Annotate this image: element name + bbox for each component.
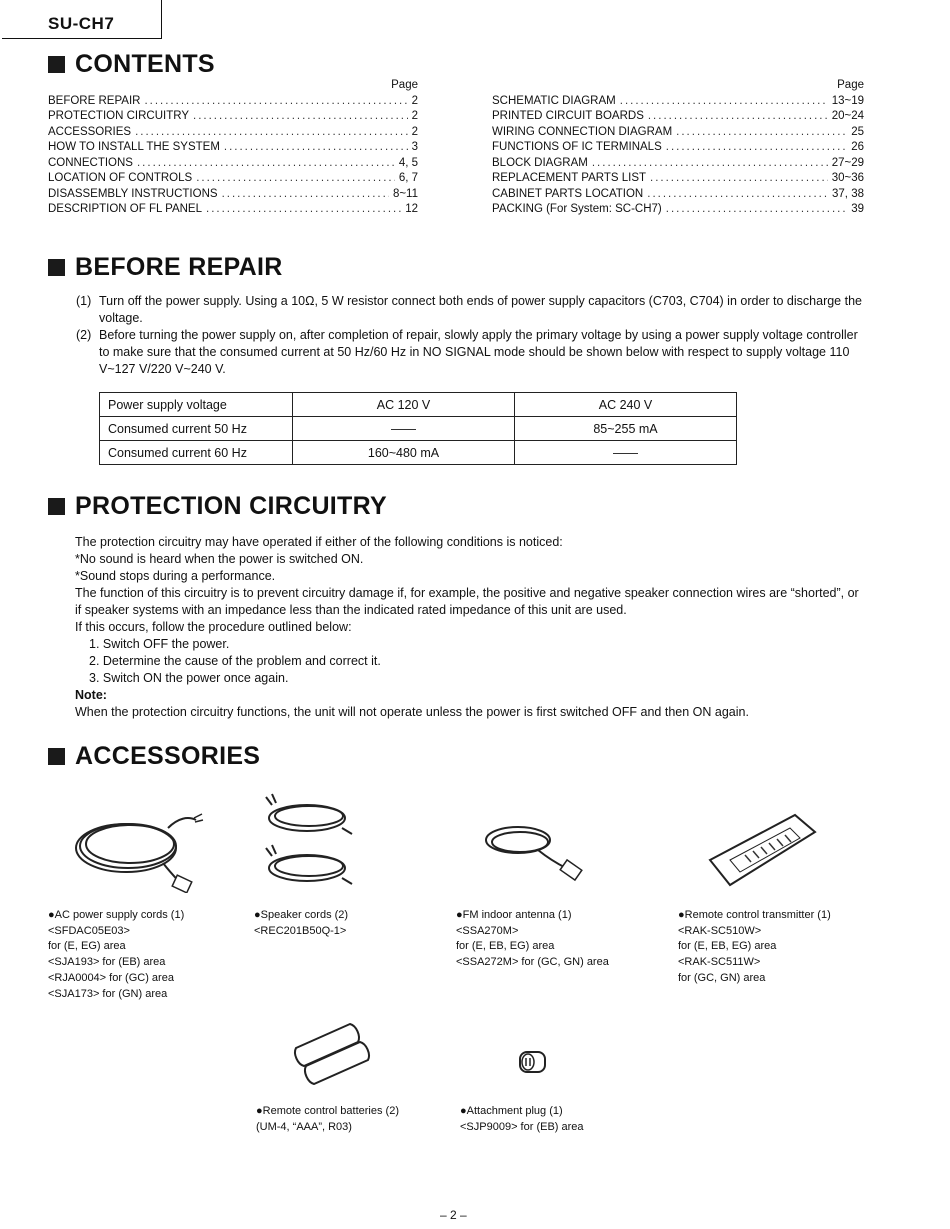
table-row	[100, 393, 737, 417]
toc-entry-title: LOCATION OF CONTROLS	[48, 172, 193, 184]
toc-leader	[648, 109, 828, 125]
toc-entry-page: 39	[851, 203, 864, 215]
toc-entry[interactable]	[48, 171, 418, 187]
speaker-cords-illustration	[262, 790, 362, 900]
caption-line: ●Speaker cords (2)	[254, 909, 349, 921]
toc-entry[interactable]	[492, 187, 864, 203]
table-row	[100, 417, 737, 441]
toc-entry[interactable]	[492, 171, 864, 187]
protection-condition: *Sound stops during a performance.	[75, 569, 276, 583]
caption-line: <SJP9009> for (EB) area	[460, 1120, 584, 1133]
toc-entry-title: CONNECTIONS	[48, 156, 133, 169]
toc-entry[interactable]	[492, 109, 864, 125]
toc-entry-page: 27~29	[831, 156, 864, 169]
caption-line: <SJA173> for (GN) area	[48, 987, 168, 1000]
caption-line: ●AC power supply cords (1)	[48, 909, 185, 921]
note-label: Note:	[75, 688, 107, 702]
header-rule-vertical	[161, 0, 162, 39]
table-cell: Power supply voltage	[100, 393, 293, 417]
table-cell: AC 240 V	[515, 393, 737, 417]
toc-page-label: Page	[837, 79, 864, 91]
caption-line: for (E, EB, EG) area	[456, 940, 555, 953]
toc-entry-page: 3	[411, 141, 418, 153]
caption-line: ●Remote control batteries (2)	[256, 1105, 399, 1117]
toc-leader	[676, 125, 847, 141]
caption-line: <RJA0004> for (GC) area	[48, 971, 174, 984]
table-cell: ——	[515, 441, 737, 465]
toc-left-column	[48, 78, 418, 218]
accessory-remote-caption	[678, 908, 831, 987]
caption-line: <SJA193> for (EB) area	[48, 956, 166, 969]
toc-entry-title: BLOCK DIAGRAM	[492, 156, 588, 169]
accessory-plug-caption	[460, 1104, 584, 1135]
toc-entry-title: FUNCTIONS OF IC TERMINALS	[492, 141, 662, 153]
toc-entry-title: PRINTED CIRCUIT BOARDS	[492, 110, 644, 122]
toc-entry-page: 13~19	[831, 94, 864, 107]
toc-entry-title: DESCRIPTION OF FL PANEL	[48, 203, 202, 215]
toc-entry-title: DISASSEMBLY INSTRUCTIONS	[48, 187, 218, 200]
caption-line: <REC201B50Q-1>	[254, 924, 347, 937]
toc-leader	[666, 140, 847, 156]
heading-square-icon	[48, 748, 65, 765]
toc-entry-page: 6, 7	[398, 172, 418, 184]
toc-leader	[620, 94, 828, 110]
repair-step-number: (2)	[76, 328, 92, 342]
caption-line: ●Remote control transmitter (1)	[678, 909, 831, 921]
accessories-heading	[48, 742, 260, 771]
repair-step-text: Turn off the power supply. Using a 10Ω, 5 W resistor connect both ends of power supply capacitors (C703, C704) in order to discharge the voltage.	[99, 294, 862, 325]
toc-leader	[144, 94, 407, 110]
protection-step: 2. Determine the cause of the problem and correct it.	[89, 654, 381, 668]
protection-step: 3. Switch ON the power once again.	[89, 671, 289, 685]
caption-line: for (E, EG) area	[48, 940, 126, 953]
toc-entry[interactable]	[48, 94, 418, 110]
toc-entry[interactable]	[48, 125, 418, 141]
repair-step-text: Before turning the power supply on, after completion of repair, slowly apply the primary voltage by using a power supply voltage controller to make sure that the consumed current at 50 Hz/60 Hz in NO SIGNAL mode should be shown below with respect to supply voltage 110 V~127 V/220 V~240 V.	[99, 328, 858, 376]
toc-entry-title: PROTECTION CIRCUITRY	[48, 110, 189, 122]
protection-intro: The protection circuitry may have operated if either of the following conditions is noticed:	[75, 535, 563, 549]
table-cell: 160~480 mA	[293, 441, 515, 465]
consumed-current-table	[99, 392, 737, 465]
caption-line: ●Attachment plug (1)	[460, 1105, 563, 1117]
caption-line: <RAK-SC510W>	[678, 924, 762, 937]
before-repair-list	[76, 293, 866, 378]
toc-entry-page: 2	[411, 110, 418, 122]
toc-entry-title: REPLACEMENT PARTS LIST	[492, 172, 647, 184]
toc-entry-page: 26	[851, 141, 864, 153]
ac-power-cord-illustration	[68, 798, 208, 893]
protection-title: PROTECTION CIRCUITRY	[75, 492, 388, 520]
toc-leader	[592, 156, 828, 172]
toc-leader	[650, 171, 828, 187]
protection-step: 1. Switch OFF the power.	[89, 637, 230, 651]
toc-leader	[137, 156, 395, 172]
table-cell: Consumed current 50 Hz	[100, 417, 293, 441]
heading-square-icon	[48, 259, 65, 276]
table-cell: Consumed current 60 Hz	[100, 441, 293, 465]
toc-entry[interactable]	[48, 156, 418, 172]
toc-leader	[196, 171, 395, 187]
repair-step-number: (1)	[76, 294, 92, 308]
caption-line: <SSA272M> for (GC, GN) area	[456, 956, 609, 969]
toc-entry-title: CABINET PARTS LOCATION	[492, 187, 644, 200]
toc-entry-title: PACKING (For System: SC-CH7)	[492, 203, 662, 215]
model-number: SU-CH7	[48, 14, 115, 33]
protection-heading	[48, 492, 387, 521]
remote-control-illustration	[705, 810, 820, 890]
toc-entry-page: 12	[405, 203, 418, 215]
toc-entry[interactable]	[492, 125, 864, 141]
repair-step	[76, 327, 866, 378]
toc-entry-title: WIRING CONNECTION DIAGRAM	[492, 125, 673, 138]
toc-entry-title: ACCESSORIES	[48, 125, 132, 138]
before-repair-title: BEFORE REPAIR	[75, 253, 283, 281]
contents-heading	[48, 50, 215, 79]
note-text: When the protection circuitry functions, the unit will not operate unless the power is first switched OFF and then ON again.	[75, 705, 749, 719]
caption-line: <SFDAC05E03>	[48, 924, 130, 937]
toc-leader	[206, 202, 401, 218]
caption-line: ●FM indoor antenna (1)	[456, 909, 572, 921]
contents-title: CONTENTS	[75, 50, 215, 78]
table-cell: AC 120 V	[293, 393, 515, 417]
toc-entry-page: 30~36	[831, 172, 864, 184]
attachment-plug-illustration	[515, 1048, 550, 1076]
toc-entry-page: 2	[411, 125, 418, 138]
toc-leader	[647, 187, 828, 203]
toc-leader	[135, 125, 408, 141]
toc-entry-page: 8~11	[392, 187, 418, 200]
toc-entry[interactable]	[48, 140, 418, 156]
repair-step	[76, 293, 866, 327]
toc-page-label: Page	[391, 79, 418, 91]
protection-condition: *No sound is heard when the power is switched ON.	[75, 552, 364, 566]
header-rule	[2, 38, 162, 39]
toc-entry[interactable]	[48, 109, 418, 125]
toc-right-column	[492, 78, 864, 218]
toc-entry[interactable]	[492, 156, 864, 172]
toc-entry-title: SCHEMATIC DIAGRAM	[492, 94, 616, 107]
toc-entry-page: 37, 38	[832, 187, 864, 200]
accessory-speaker-cords-caption	[254, 908, 348, 939]
toc-entry[interactable]	[492, 94, 864, 110]
toc-entry[interactable]	[492, 202, 864, 218]
toc-leader	[224, 140, 408, 156]
table-row	[100, 441, 737, 465]
toc-entry[interactable]	[48, 187, 418, 203]
caption-line: <SSA270M>	[456, 924, 519, 937]
accessory-ac-cord-caption	[48, 908, 184, 1002]
table-cell: 85~255 mA	[515, 417, 737, 441]
page-number: – 2 –	[440, 1208, 467, 1222]
toc-entry[interactable]	[48, 202, 418, 218]
caption-line: (UM-4, “AAA”, R03)	[256, 1120, 352, 1133]
protection-function-text: The function of this circuitry is to prevent circuitry damage if, for example, the positive and negative speaker connection wires are “shorted”, or if speaker systems with an impedance less than the indicated rated impedance of this unit are used.	[75, 586, 859, 617]
toc-entry-page: 25	[851, 125, 864, 138]
toc-entry[interactable]	[492, 140, 864, 156]
caption-line: <RAK-SC511W>	[678, 956, 761, 969]
before-repair-heading	[48, 253, 283, 282]
toc-leader	[666, 202, 847, 218]
toc-entry-title: BEFORE REPAIR	[48, 94, 141, 107]
accessories-title: ACCESSORIES	[75, 742, 261, 770]
heading-square-icon	[48, 498, 65, 515]
table-cell: ——	[293, 417, 515, 441]
toc-leader	[193, 109, 408, 125]
toc-entry-title: HOW TO INSTALL THE SYSTEM	[48, 141, 220, 153]
caption-line: for (GC, GN) area	[678, 971, 766, 984]
toc-entry-page: 20~24	[831, 110, 864, 122]
fm-antenna-illustration	[478, 818, 588, 888]
accessory-batteries-caption	[256, 1104, 399, 1135]
accessory-fm-antenna-caption	[456, 908, 609, 971]
protection-procedure-intro: If this occurs, follow the procedure outlined below:	[75, 620, 352, 634]
toc-entry-page: 2	[411, 94, 418, 107]
heading-square-icon	[48, 56, 65, 73]
batteries-illustration	[288, 1020, 383, 1085]
protection-body	[75, 534, 865, 721]
caption-line: for (E, EB, EG) area	[678, 940, 777, 953]
toc-leader	[222, 187, 389, 203]
toc-entry-page: 4, 5	[398, 156, 418, 169]
